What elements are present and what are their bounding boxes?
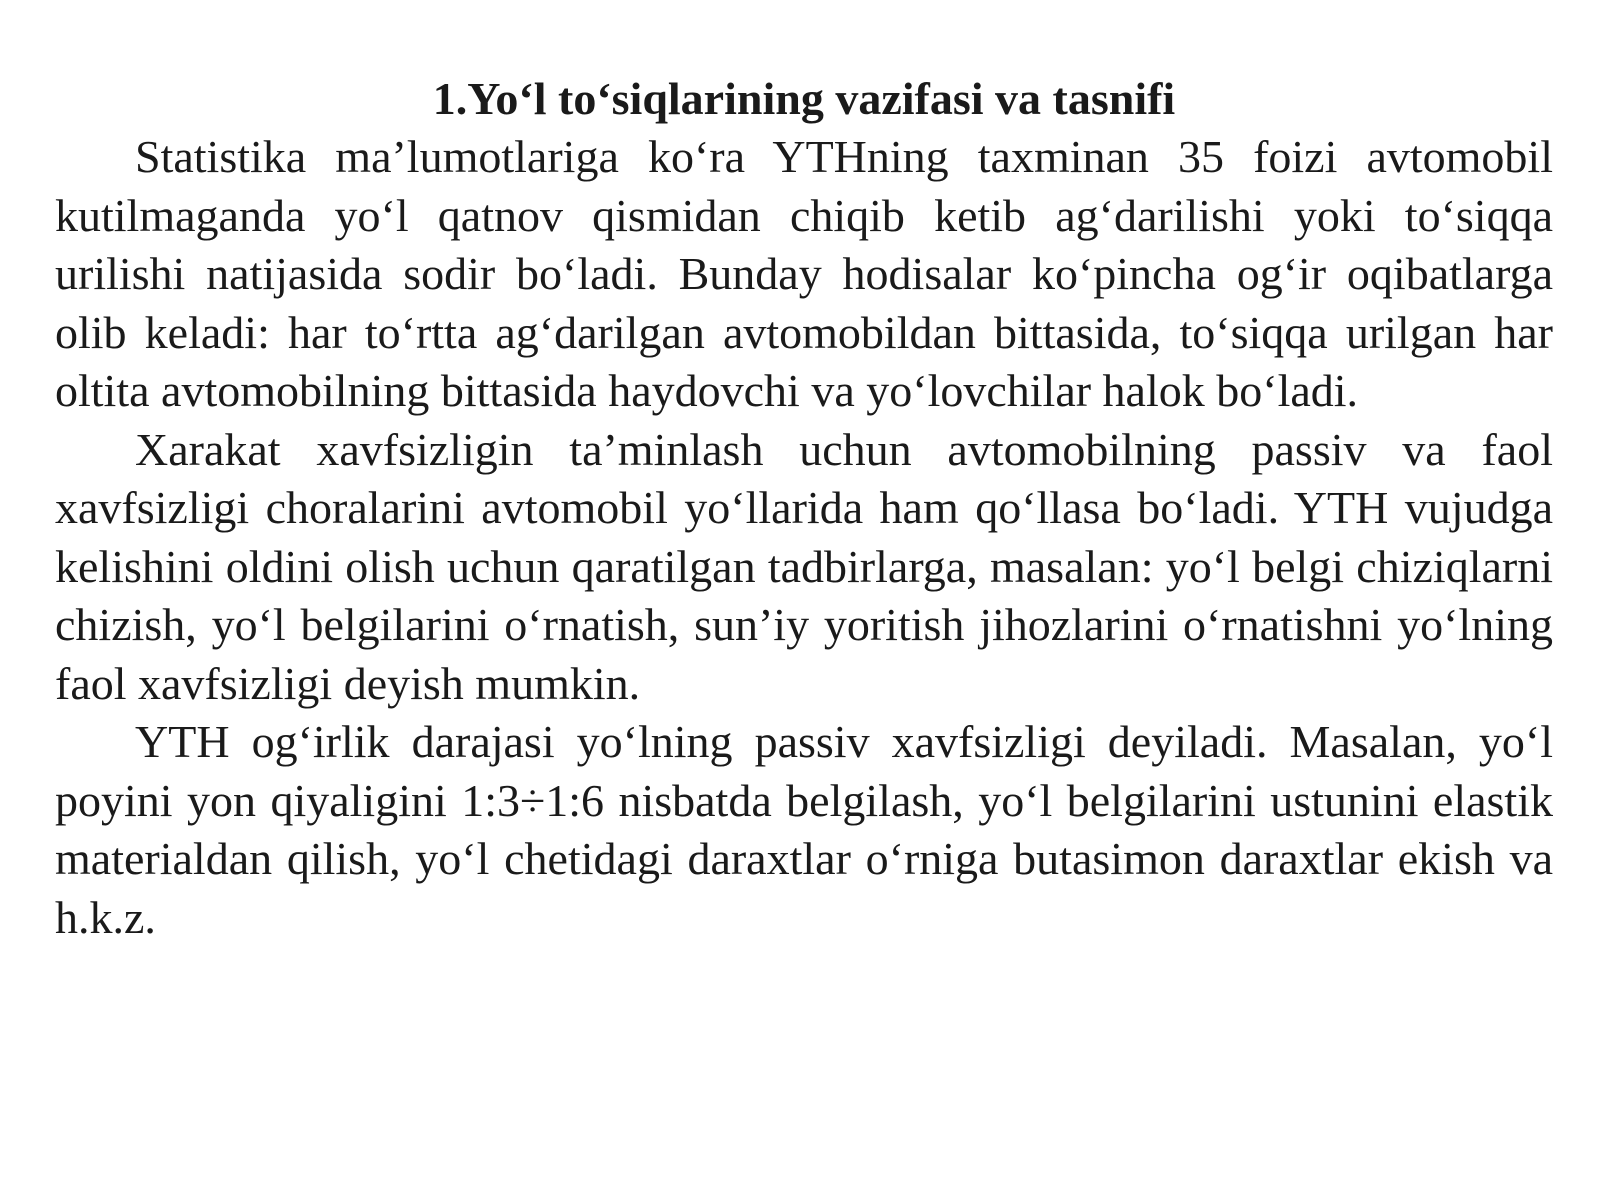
section-title: 1.Yo‘l to‘siqlarining vazifasi va tasnifi xyxy=(432,73,1176,124)
paragraph-1: Statistika ma’lumotlariga ko‘ra YTHning taxminan 35 foizi avtomobil kutilmaganda yo‘l qatnov qismidan chiqib ketib ag‘darilishi yoki to‘siqqa urilishi natijasida sodir bo‘ladi. Bunday hodisalar ko‘pincha og‘ir oqibatlarga olib keladi: har to‘rtta ag‘darilgan avtomobildan bittasida, to‘siqqa urilgan har oltita avtomobilning bittasida haydovchi va yo‘lovchilar halok bo‘ladi. xyxy=(55,131,1553,416)
paragraph-3: YTH og‘irlik darajasi yo‘lning passiv xavfsizligi deyiladi. Masalan, yo‘l poyini yon qiyaligini 1:3÷1:6 nisbatda belgilash, yo‘l belgilarini ustunini elastik materialdan qilish, yo‘l chetidagi daraxtlar o‘rniga butasimon daraxtlar ekish va h.k.z. xyxy=(55,716,1553,943)
document-page xyxy=(55,70,1553,947)
paragraph-2: Xarakat xavfsizligin ta’minlash uchun avtomobilning passiv va faol xavfsizligi choralarini avtomobil yo‘llarida ham qo‘llasa bo‘ladi. YTH vujudga kelishini oldini olish uchun qaratilgan tadbirlarga, masalan: yo‘l belgi chiziqlarni chizish, yo‘l belgilarini o‘rnatish, sun’iy yoritish jihozlarini o‘rnatishni yo‘lning faol xavfsizligi deyish mumkin. xyxy=(55,423,1553,709)
